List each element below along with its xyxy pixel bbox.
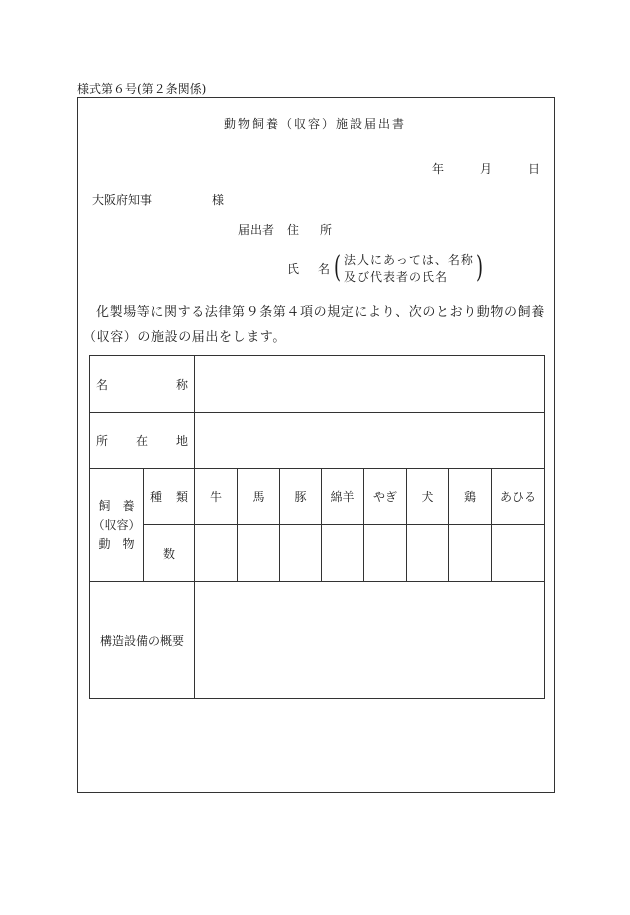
type-header-cell [144,469,195,525]
location-header-b: 在 [135,434,148,448]
name-label-a: 氏 [287,262,300,276]
location-input-cell[interactable] [195,413,545,469]
count-input-cell[interactable] [492,525,545,582]
date-month-label: 月 [480,162,493,176]
form-reference: 様式第６号(第２条関係) [77,82,207,96]
count-input-cell[interactable] [195,525,238,582]
species-cell: あひる [492,469,545,525]
species-cell: やぎ [364,469,407,525]
address-label-a: 住 [287,223,300,237]
structure-header-cell: 構造設備の概要 [90,582,195,699]
name-note-line2: 及び代表者の氏名 [344,270,449,284]
form-title: 動物飼養（収容）施設届出書 [223,117,406,131]
facility-table [89,355,545,699]
date-day-label: 日 [528,162,541,176]
count-input-cell[interactable] [364,525,407,582]
name-label-b: 名 [318,262,331,276]
left-paren: ( [334,250,342,285]
animals-header-cell [90,469,144,582]
right-paren: ) [476,250,484,285]
honorific: 様 [212,193,225,207]
count-input-cell[interactable] [322,525,364,582]
count-input-cell[interactable] [280,525,322,582]
animals-label-line3: 動 物 [98,536,135,551]
species-cell: 綿羊 [322,469,364,525]
count-input-cell[interactable] [238,525,280,582]
species-cell: 豚 [280,469,322,525]
date-year-label: 年 [432,162,445,176]
type-header-b: 類 [175,490,188,504]
species-cell: 牛 [195,469,238,525]
address-label-b: 所 [320,223,333,237]
body-text: 化製場等に関する法律第９条第４項の規定により、次のとおり動物の飼養（収容）の施設の届出をします。 [83,305,545,345]
species-cell: 鶏 [449,469,492,525]
name-note-line1: 法人にあっては、名称 [344,253,474,267]
species-cell: 馬 [238,469,280,525]
location-header-c: 地 [175,434,188,448]
notifier-label: 届出者 [238,223,275,237]
animals-label-line2: （収容） [92,517,141,532]
count-input-cell[interactable] [407,525,449,582]
structure-input-cell[interactable] [195,582,545,699]
name-header-b: 称 [175,377,188,392]
name-input-cell[interactable] [195,356,545,413]
animals-label-line1: 飼 養 [98,498,135,513]
location-header-a: 所 [96,434,109,448]
count-header-cell: 数 [144,525,195,582]
addressee: 大阪府知事 [92,193,153,207]
type-header-a: 種 [150,490,163,504]
count-input-cell[interactable] [449,525,492,582]
species-cell: 犬 [407,469,449,525]
location-header-cell [90,413,195,469]
name-header-cell [90,356,195,413]
name-header-a: 名 [96,377,109,392]
